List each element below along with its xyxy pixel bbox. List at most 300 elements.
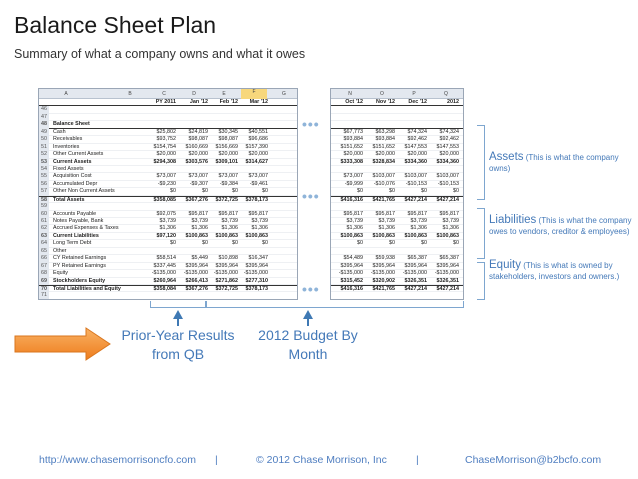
cell-value: -$9,461: [249, 180, 268, 187]
row-number: 55: [41, 173, 47, 180]
cell-value: $266,413: [185, 277, 208, 284]
cell-value: -$9,999: [344, 180, 363, 187]
cell-value: $92,462: [439, 136, 459, 143]
cell-value: $395,964: [245, 262, 268, 269]
liabilities-description: (This is what the company owes to vendors, creditor & employees): [489, 216, 632, 236]
cell-value: $10,898: [218, 255, 238, 262]
cell-value: $98,087: [218, 136, 238, 143]
prior-year-column-bracket: [150, 301, 206, 308]
row-number: 56: [41, 180, 47, 187]
cell-value: $3,739: [221, 218, 238, 224]
cell-value: $73,007: [343, 173, 363, 180]
row-number: 49: [41, 128, 47, 135]
cell-value: $378,173: [245, 196, 268, 203]
liabilities-bracket: [477, 208, 485, 259]
footer-url[interactable]: http://www.chasemorrisoncfo.com: [39, 454, 196, 466]
cell-value: $93,884: [343, 136, 363, 143]
cell-value: $0: [453, 240, 459, 247]
cell-value: $294,308: [153, 158, 176, 165]
cell-value: $95,817: [343, 210, 363, 217]
cell-value: $271,862: [215, 277, 238, 284]
row-label: Current Assets: [53, 158, 92, 165]
cell-value: -$135,000: [434, 270, 459, 277]
row-label: Accounts Payable: [53, 210, 97, 217]
table-row: [39, 129, 297, 136]
cell-value: $154,754: [153, 143, 176, 150]
equity-title: Equity: [489, 259, 521, 271]
table-row: [39, 159, 297, 166]
column-letter: C: [162, 91, 166, 97]
cell-value: $367,276: [185, 285, 208, 292]
footer-email[interactable]: ChaseMorrison@b2bcfo.com: [465, 454, 602, 466]
cell-value: $20,000: [407, 151, 427, 158]
table-row: [39, 166, 297, 173]
cell-value: $1,306: [251, 225, 268, 232]
cell-value: $427,214: [436, 196, 459, 203]
cell-value: $372,725: [215, 285, 238, 292]
row-number: 53: [41, 158, 47, 165]
cell-value: $1,306: [378, 225, 395, 232]
table-row: [39, 278, 297, 285]
column-letter: D: [192, 91, 196, 97]
cell-value: $260,964: [153, 277, 176, 284]
table-row: [39, 121, 297, 128]
cell-value: -$135,000: [213, 270, 238, 277]
row-number: 57: [41, 188, 47, 195]
cell-value: $93,884: [375, 136, 395, 143]
cell-value: $93,752: [156, 136, 176, 143]
table-row: [39, 292, 297, 299]
row-label: Other: [53, 247, 67, 254]
assets-title: Assets: [489, 151, 524, 163]
row-label: Accumulated Depr: [53, 180, 98, 187]
cell-value: $67,773: [343, 128, 363, 135]
table-row: [331, 114, 463, 121]
cell-value: $358,085: [153, 196, 176, 203]
cell-value: $65,387: [407, 255, 427, 262]
table-row: [39, 240, 297, 247]
table-row: [39, 233, 297, 240]
cell-value: $1,306: [442, 225, 459, 232]
cell-value: $395,964: [404, 262, 427, 269]
cell-value: $395,964: [436, 262, 459, 269]
row-number: 54: [41, 165, 47, 172]
row-label: Accrued Expenses & Taxes: [53, 225, 119, 232]
cell-value: $1,306: [191, 225, 208, 232]
row-number: 66: [41, 255, 47, 262]
cell-value: $73,007: [218, 173, 238, 180]
liabilities-title: Liabilities: [489, 214, 537, 226]
cell-value: $59,938: [375, 255, 395, 262]
arrow-stem: [307, 318, 309, 326]
cell-value: $334,360: [404, 158, 427, 165]
budget-caption: 2012 Budget By Month: [258, 327, 358, 362]
cell-value: $3,739: [159, 218, 176, 224]
cell-value: $100,863: [215, 232, 238, 239]
table-row: [39, 196, 297, 203]
cell-value: -$135,000: [151, 270, 176, 277]
cell-value: $427,214: [436, 285, 459, 292]
table-row: [331, 278, 463, 285]
row-number: 71: [41, 292, 47, 299]
cell-value: $0: [232, 240, 238, 247]
table-row: [39, 285, 297, 292]
row-number: 63: [41, 232, 47, 239]
cell-value: $326,351: [404, 277, 427, 284]
cell-value: $314,627: [245, 158, 268, 165]
table-row: [39, 263, 297, 270]
cell-value: $0: [202, 188, 208, 195]
cell-value: $100,863: [372, 232, 395, 239]
cell-value: $0: [421, 188, 427, 195]
cell-value: $0: [170, 188, 176, 195]
spreadsheet-prior-year: [38, 88, 298, 300]
table-row: [39, 270, 297, 277]
column-title-row: [331, 99, 463, 106]
ellipsis-dots-middle: •••: [302, 188, 320, 204]
cell-value: $20,000: [156, 151, 176, 158]
cell-value: $3,739: [251, 218, 268, 224]
column-title: 2012: [447, 99, 459, 105]
table-row: [331, 129, 463, 136]
cell-value: $328,834: [372, 158, 395, 165]
row-label: Receivables: [53, 136, 83, 143]
cell-value: $96,686: [248, 136, 268, 143]
column-title: Mar '12: [249, 99, 268, 105]
row-number: 60: [41, 210, 47, 217]
table-row: [331, 225, 463, 232]
cell-value: $20,000: [188, 151, 208, 158]
cell-value: $95,817: [188, 210, 208, 217]
row-label: Other Current Assets: [53, 151, 104, 158]
assets-annotation: [489, 152, 634, 174]
cell-value: $0: [357, 240, 363, 247]
cell-value: $421,765: [372, 285, 395, 292]
cell-value: -$135,000: [183, 270, 208, 277]
row-number: 70: [41, 285, 47, 292]
cell-value: $157,390: [245, 143, 268, 150]
cell-value: $98,087: [188, 136, 208, 143]
table-row: [39, 173, 297, 180]
cell-value: $100,863: [404, 232, 427, 239]
cell-value: $421,765: [372, 196, 395, 203]
cell-value: $58,514: [156, 255, 176, 262]
row-number: 68: [41, 270, 47, 277]
row-number: 58: [41, 196, 47, 203]
row-label: Notes Payable, Bank: [53, 218, 104, 224]
cell-value: $100,863: [245, 232, 268, 239]
row-label: PY Retained Earnings: [53, 262, 106, 269]
footer-copyright: © 2012 Chase Morrison, Inc: [256, 454, 387, 466]
prior-year-caption: Prior-Year Results from QB: [121, 327, 235, 362]
cell-value: $277,310: [245, 277, 268, 284]
cell-value: $1,306: [221, 225, 238, 232]
column-title: Jan '12: [189, 99, 208, 105]
cell-value: $0: [262, 188, 268, 195]
row-label: Cash: [53, 128, 66, 135]
assets-description: (This is what the company owns): [489, 153, 619, 173]
table-row: [39, 151, 297, 158]
table-row: [39, 114, 297, 121]
cell-value: $40,551: [248, 128, 268, 135]
column-title: Oct '12: [345, 99, 363, 105]
table-row: [39, 248, 297, 255]
cell-value: $0: [232, 188, 238, 195]
column-letter: O: [380, 91, 384, 97]
cell-value: $24,819: [188, 128, 208, 135]
cell-value: $100,863: [436, 232, 459, 239]
row-number: 52: [41, 151, 47, 158]
cell-value: $320,902: [372, 277, 395, 284]
table-row: [331, 218, 463, 225]
table-row: [39, 255, 297, 262]
cell-value: $151,652: [340, 143, 363, 150]
row-number: 51: [41, 143, 47, 150]
cell-value: $20,000: [375, 151, 395, 158]
table-row: [331, 136, 463, 143]
slide-subtitle: Summary of what a company owns and what it owes: [14, 47, 306, 61]
row-number: 67: [41, 262, 47, 269]
table-row: [39, 225, 297, 232]
cell-value: $156,669: [215, 143, 238, 150]
column-title-row: [39, 99, 297, 106]
equity-bracket: [477, 262, 485, 300]
cell-value: $151,652: [372, 143, 395, 150]
sheet-rows: [39, 106, 297, 299]
cell-value: $95,817: [375, 210, 395, 217]
cell-value: $427,214: [404, 285, 427, 292]
column-letter: E: [222, 91, 226, 97]
cell-value: $95,817: [248, 210, 268, 217]
table-row: [331, 270, 463, 277]
table-row: [331, 255, 463, 262]
table-row: [331, 159, 463, 166]
cell-value: $1,306: [346, 225, 363, 232]
ellipsis-dots-top: •••: [302, 116, 320, 132]
column-letter: P: [412, 91, 416, 97]
cell-value: $303,576: [185, 158, 208, 165]
cell-value: $1,306: [159, 225, 176, 232]
row-number: 59: [41, 203, 47, 210]
spreadsheet-2012-budget: [330, 88, 464, 300]
cell-value: $315,452: [340, 277, 363, 284]
table-row: [331, 188, 463, 195]
cell-value: $0: [262, 240, 268, 247]
cell-value: $20,000: [248, 151, 268, 158]
cell-value: $0: [421, 240, 427, 247]
row-number: 69: [41, 277, 47, 284]
table-row: [39, 144, 297, 151]
cell-value: $3,739: [346, 218, 363, 224]
cell-value: $16,347: [248, 255, 268, 262]
equity-description: (This is what is owned by stakeholders, investors and owners.): [489, 261, 620, 281]
table-row: [39, 106, 297, 113]
row-label: Acquisition Cost: [53, 173, 92, 180]
cell-value: $0: [202, 240, 208, 247]
cell-value: $416,316: [340, 196, 363, 203]
cell-value: $0: [453, 188, 459, 195]
table-row: [39, 211, 297, 218]
table-row: [331, 233, 463, 240]
cell-value: $74,324: [407, 128, 427, 135]
cell-value: $309,101: [215, 158, 238, 165]
cell-value: $54,489: [343, 255, 363, 262]
cell-value: $160,669: [185, 143, 208, 150]
cell-value: $25,802: [156, 128, 176, 135]
cell-value: $95,817: [218, 210, 238, 217]
cell-value: -$135,000: [338, 270, 363, 277]
sheet-rows: [331, 106, 463, 299]
table-row: [39, 218, 297, 225]
cell-value: -$135,000: [370, 270, 395, 277]
table-row: [331, 106, 463, 113]
cell-value: $3,739: [442, 218, 459, 224]
cell-value: $326,351: [436, 277, 459, 284]
row-number: 64: [41, 240, 47, 247]
row-label: Long Term Debt: [53, 240, 92, 247]
column-letter-header: [39, 89, 297, 99]
cell-value: $100,863: [340, 232, 363, 239]
cell-value: -$9,384: [219, 180, 238, 187]
column-letter-header: [331, 89, 463, 99]
table-row: [331, 263, 463, 270]
row-label: CY Retained Earnings: [53, 255, 107, 262]
cell-value: $416,316: [340, 285, 363, 292]
cell-value: $1,306: [410, 225, 427, 232]
cell-value: $103,007: [404, 173, 427, 180]
cell-value: $337,445: [153, 262, 176, 269]
table-row: [331, 203, 463, 210]
column-letter: G: [282, 91, 286, 97]
cell-value: $427,214: [404, 196, 427, 203]
column-letter: F: [241, 89, 267, 99]
row-label: Inventories: [53, 143, 80, 150]
cell-value: $395,964: [215, 262, 238, 269]
table-row: [39, 181, 297, 188]
cell-value: $100,863: [185, 232, 208, 239]
cell-value: $334,360: [436, 158, 459, 165]
cell-value: $20,000: [343, 151, 363, 158]
row-label: Balance Sheet: [53, 121, 90, 128]
cell-value: $333,308: [340, 158, 363, 165]
table-row: [331, 144, 463, 151]
equity-annotation: [489, 260, 634, 282]
cell-value: $395,964: [185, 262, 208, 269]
cell-value: -$10,153: [405, 180, 427, 187]
cell-value: -$10,076: [373, 180, 395, 187]
row-label: Total Assets: [53, 196, 85, 203]
row-number: 65: [41, 247, 47, 254]
cell-value: $73,007: [188, 173, 208, 180]
cell-value: $103,007: [372, 173, 395, 180]
footer-separator: |: [215, 454, 218, 466]
row-label: Other Non Current Assets: [53, 188, 115, 195]
table-row: [331, 240, 463, 247]
table-row: [331, 173, 463, 180]
cell-value: $0: [357, 188, 363, 195]
cell-value: $30,345: [218, 128, 238, 135]
row-label: Current Liabilities: [53, 232, 99, 239]
table-row: [331, 292, 463, 299]
cell-value: $5,449: [191, 255, 208, 262]
cell-value: $92,075: [156, 210, 176, 217]
column-title: Dec '12: [408, 99, 427, 105]
liabilities-annotation: [489, 215, 634, 237]
cell-value: $20,000: [439, 151, 459, 158]
cell-value: $3,739: [378, 218, 395, 224]
assets-bracket: [477, 125, 485, 200]
cell-value: $372,725: [215, 196, 238, 203]
row-label: Fixed Assets: [53, 165, 84, 172]
row-number: 46: [41, 106, 47, 113]
cell-value: $3,739: [191, 218, 208, 224]
cell-value: -$9,230: [157, 180, 176, 187]
cell-value: $358,084: [153, 285, 176, 292]
cell-value: $367,276: [185, 196, 208, 203]
cell-value: -$10,153: [437, 180, 459, 187]
column-letter: B: [128, 91, 132, 97]
column-title: Feb '12: [219, 99, 238, 105]
cell-value: $0: [389, 240, 395, 247]
row-label: Total Liabilities and Equity: [53, 285, 121, 292]
cell-value: $73,007: [248, 173, 268, 180]
row-number: 61: [41, 218, 47, 224]
slide-title: Balance Sheet Plan: [14, 12, 217, 38]
row-label: Equity: [53, 270, 68, 277]
column-title: PY 2011: [155, 99, 176, 105]
cell-value: $65,387: [439, 255, 459, 262]
column-letter: Q: [444, 91, 448, 97]
footer-separator: |: [416, 454, 419, 466]
cell-value: $73,007: [156, 173, 176, 180]
row-number: 48: [41, 121, 47, 128]
row-number: 50: [41, 136, 47, 143]
orange-right-arrow-icon: [14, 327, 112, 361]
table-row: [331, 121, 463, 128]
cell-value: $378,173: [245, 285, 268, 292]
cell-value: $0: [389, 188, 395, 195]
row-label: Stockholders Equity: [53, 277, 106, 284]
column-letter: A: [64, 91, 68, 97]
table-row: [39, 188, 297, 195]
cell-value: $95,817: [407, 210, 427, 217]
budget-columns-bracket: [206, 301, 464, 308]
table-row: [331, 248, 463, 255]
column-letter: N: [348, 91, 352, 97]
cell-value: $103,007: [436, 173, 459, 180]
row-number: 47: [41, 113, 47, 120]
ellipsis-dots-bottom: •••: [302, 281, 320, 297]
cell-value: $74,324: [439, 128, 459, 135]
cell-value: $63,298: [375, 128, 395, 135]
row-number: 62: [41, 225, 47, 232]
cell-value: $92,462: [407, 136, 427, 143]
table-row: [331, 196, 463, 203]
table-row: [39, 136, 297, 143]
table-row: [331, 211, 463, 218]
cell-value: $147,553: [404, 143, 427, 150]
table-row: [331, 285, 463, 292]
cell-value: $147,553: [436, 143, 459, 150]
cell-value: $95,817: [439, 210, 459, 217]
table-row: [331, 181, 463, 188]
cell-value: $395,964: [340, 262, 363, 269]
cell-value: -$135,000: [243, 270, 268, 277]
cell-value: $0: [170, 240, 176, 247]
cell-value: -$9,307: [189, 180, 208, 187]
table-row: [39, 203, 297, 210]
cell-value: -$135,000: [402, 270, 427, 277]
